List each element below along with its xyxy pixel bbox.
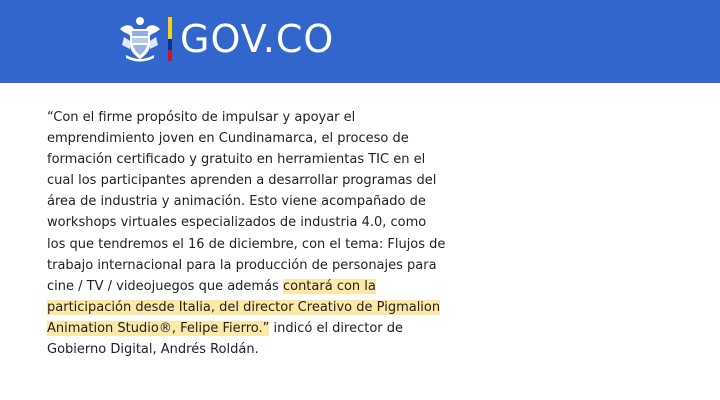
quote-paragraph xyxy=(47,107,447,360)
gov-co-logo[interactable] xyxy=(118,14,334,64)
colombia-coat-of-arms-icon xyxy=(118,15,162,63)
highlighted-text: contará con la participación desde Italia, del director Creativo de Pigmalion Animation Studio®, Felipe Fierro.” xyxy=(47,278,441,336)
article-body xyxy=(47,107,447,360)
colombia-flag-bar xyxy=(168,17,172,61)
paragraph-text-end: indicó el director de Gobierno Digital, Andrés Roldán. xyxy=(47,320,404,358)
site-header xyxy=(0,0,720,83)
logo-text: GOV.CO xyxy=(180,17,335,61)
paragraph-text-start: “Con el firme propósito de impulsar y apoyar el emprendimiento joven en Cundinamarca, el proceso de formación certificado y gratuito en herramientas TIC en el cual los participantes aprenden a desarrollar programas del área de industria y animación. Esto viene acompañado de workshops virtuales especializados de industria 4.0, como los que tendremos el 16 de diciembre, con el tema: Flujos de trabajo internacional para la producción de personajes para cine / TV / videojuegos que además xyxy=(47,110,446,294)
